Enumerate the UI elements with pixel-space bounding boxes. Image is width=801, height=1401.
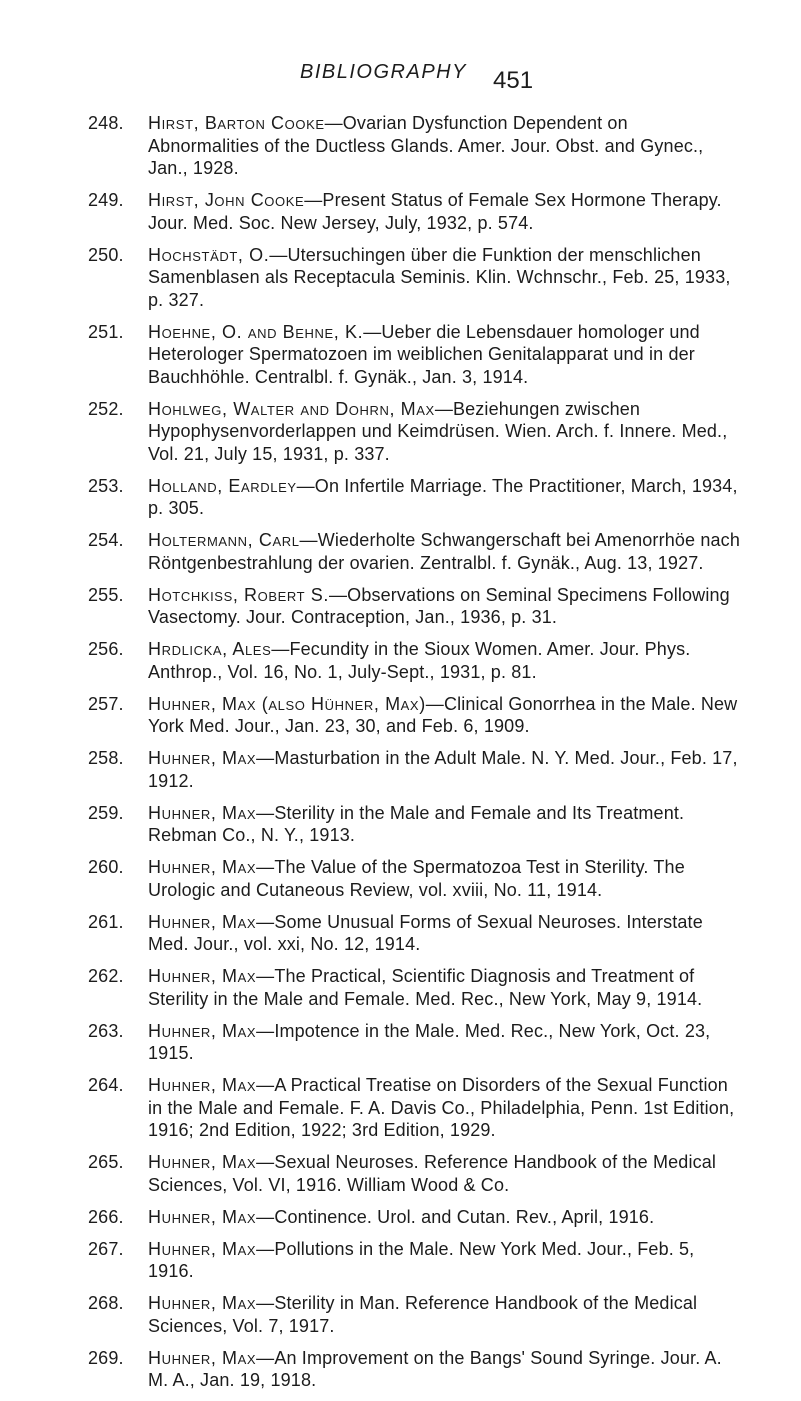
entry-text: —Some Unusual Forms of Sexual Neuroses. Interstate Med. Jour., vol. xxi, No. 12, 1914. [148,911,703,955]
entry-number: 251. [88,321,124,342]
entry-author: Huhner, Max (also Hühner, Max) [148,693,426,714]
entry-author: Huhner, Max [148,1347,257,1368]
entry-author: Hirst, Barton Cooke [148,113,325,133]
entry-author: Hotchkiss, Robert S. [148,584,330,605]
bibliography-entry [0,1292,801,1337]
entry-number: 269. [88,1347,124,1368]
entry-author: Hirst, John Cooke [148,190,305,211]
entry-author: Hoehne, O. and Behne, K. [148,321,364,342]
entry-author: Huhner, Max [148,966,257,987]
entry-text: —Fecundity in the Sioux Women. Amer. Jour. Phys. Anthrop., Vol. 16, No. 1, July-Sept., 1931, p. 81. [148,639,691,682]
entry-text: —Masturbation in the Adult Male. N. Y. Med. Jour., Feb. 17, 1912. [148,748,738,791]
entry-author: Holtermann, Carl [148,530,300,551]
entry-author: Hohlweg, Walter and Dohrn, Max [148,398,435,419]
entry-number: 261. [88,911,124,932]
entry-author: Huhner, Max [148,1206,257,1227]
bibliography-entry [0,1238,801,1283]
bibliography-entry [0,244,801,312]
bibliography-entry [0,1206,801,1229]
bibliography-entry [0,475,801,520]
entry-number: 254. [88,530,124,551]
entry-text: —Beziehungen zwischen Hypophysenvorderlappen und Keimdrüsen. Wien. Arch. f. Innere. Med., Vol. 21, July 15, 1931, p. 337. [148,398,728,464]
entry-text: —The Value of the Spermatozoa Test in Sterility. The Urologic and Cutaneous Review, vol. xviii, No. 11, 1914. [148,857,685,900]
entry-text: —Sexual Neuroses. Reference Handbook of the Medical Sciences, Vol. VI, 1916. William Wood & Co. [148,1152,717,1195]
entry-text: —Impotence in the Male. Med. Rec., New York, Oct. 23, 1915. [148,1020,711,1064]
bibliography-entry [0,584,801,629]
entry-number: 248. [88,113,124,133]
entry-number: 263. [88,1020,124,1041]
entry-author: Huhner, Max [148,1152,257,1173]
entry-number: 255. [88,584,124,605]
entry-text: —Wiederholte Schwangerschaft bei Amenorrhöe nach Röntgenbestrahlung der ovarien. Zentralbl. f. Gynäk., Aug. 13, 1927. [148,530,740,573]
entry-text: —Sterility in the Male and Female and Its Treatment. Rebman Co., N. Y., 1913. [148,802,685,846]
entry-text: —Observations on Seminal Specimens Following Vasectomy. Jour. Contraception, Jan., 1936, p. 31. [148,584,730,628]
bibliography-entry [0,189,801,234]
entry-number: 267. [88,1238,124,1259]
bibliography-entry [0,321,801,389]
entry-text: —Present Status of Female Sex Hormone Therapy. Jour. Med. Soc. New Jersey, July, 1932, p. 574. [148,190,722,233]
entry-number: 266. [88,1206,124,1227]
entry-number: 259. [88,802,124,823]
entry-author: Huhner, Max [148,748,257,769]
entry-number: 264. [88,1075,124,1096]
entry-text: —Pollutions in the Male. New York Med. Jour., Feb. 5, 1916. [148,1238,695,1282]
entry-text: —Continence. Urol. and Cutan. Rev., April, 1916. [256,1206,655,1227]
entry-text: —An Improvement on the Bangs' Sound Syringe. Jour. A. M. A., Jan. 19, 1918. [148,1347,722,1391]
bibliography-list [0,112,801,1401]
page-number: 451 [493,67,534,94]
entry-number: 252. [88,398,124,419]
entry-text: —Ovarian Dysfunction Dependent on Abnormalities of the Ductless Glands. Amer. Jour. Obst. and Gynec., Jan., 1928. [148,113,704,179]
bibliography-entry [0,1074,801,1142]
bibliography-entry [0,802,801,847]
entry-number: 257. [88,693,124,714]
running-header [0,61,801,94]
entry-number: 262. [88,966,124,987]
entry-author: Hrdlicka, Ales [148,639,272,660]
bibliography-entry [0,529,801,574]
entry-text: —A Practical Treatise on Disorders of the Sexual Function in the Male and Female. F. A. Davis Co., Philadelphia, Penn. 1st Edition, 1916; 2nd Edition, 1922; 3rd Edition, 1929. [148,1075,735,1141]
entry-author: Huhner, Max [148,1293,257,1314]
entry-number: 250. [88,244,124,265]
bibliography-entry [0,965,801,1010]
bibliography-entry [0,112,801,180]
entry-text: —The Practical, Scientific Diagnosis and Treatment of Sterility in the Male and Female. Med. Rec., New York, May 9, 1914. [148,966,703,1009]
entry-author: Huhner, Max [148,911,257,932]
entry-text: —Ueber die Lebensdauer homologer und Heterologer Spermatozoen im weiblichen Genitalapparat und in der Bauchhöhle. Centralbl. f. Gynäk., Jan. 3, 1914. [148,321,700,387]
bibliography-entry [0,1020,801,1065]
entry-number: 268. [88,1293,124,1314]
entry-number: 265. [88,1152,124,1173]
entry-author: Huhner, Max [148,1075,257,1096]
bibliography-entry [0,638,801,683]
bibliography-entry [0,1151,801,1196]
entry-text: —On Infertile Marriage. The Practitioner, March, 1934, p. 305. [148,475,738,519]
bibliography-entry [0,856,801,901]
entry-text: —Sterility in Man. Reference Handbook of the Medical Sciences, Vol. 7, 1917. [148,1293,698,1336]
entry-number: 258. [88,748,124,769]
entry-author: Huhner, Max [148,857,257,878]
entry-author: Huhner, Max [148,1020,257,1041]
entry-text: —Clinical Gonorrhea in the Male. New York Med. Jour., Jan. 23, 30, and Feb. 6, 1909. [148,693,738,737]
bibliography-entry [0,911,801,956]
entry-author: Huhner, Max [148,802,257,823]
entry-number: 253. [88,475,124,496]
bibliography-entry [0,1347,801,1392]
bibliography-entry [0,398,801,466]
entry-author: Hochstädt, O. [148,244,270,265]
bibliography-entry [0,747,801,792]
entry-text: —Utersuchingen über die Funktion der menschlichen Samenblasen als Receptacula Seminis. Klin. Wchnschr., Feb. 25, 1933, p. 327. [148,244,731,310]
entry-author: Huhner, Max [148,1238,257,1259]
running-title: BIBLIOGRAPHY [300,61,467,83]
entry-number: 256. [88,639,124,660]
entry-number: 249. [88,190,124,211]
bibliography-entry [0,693,801,738]
entry-number: 260. [88,857,124,878]
entry-author: Holland, Eardley [148,475,297,496]
